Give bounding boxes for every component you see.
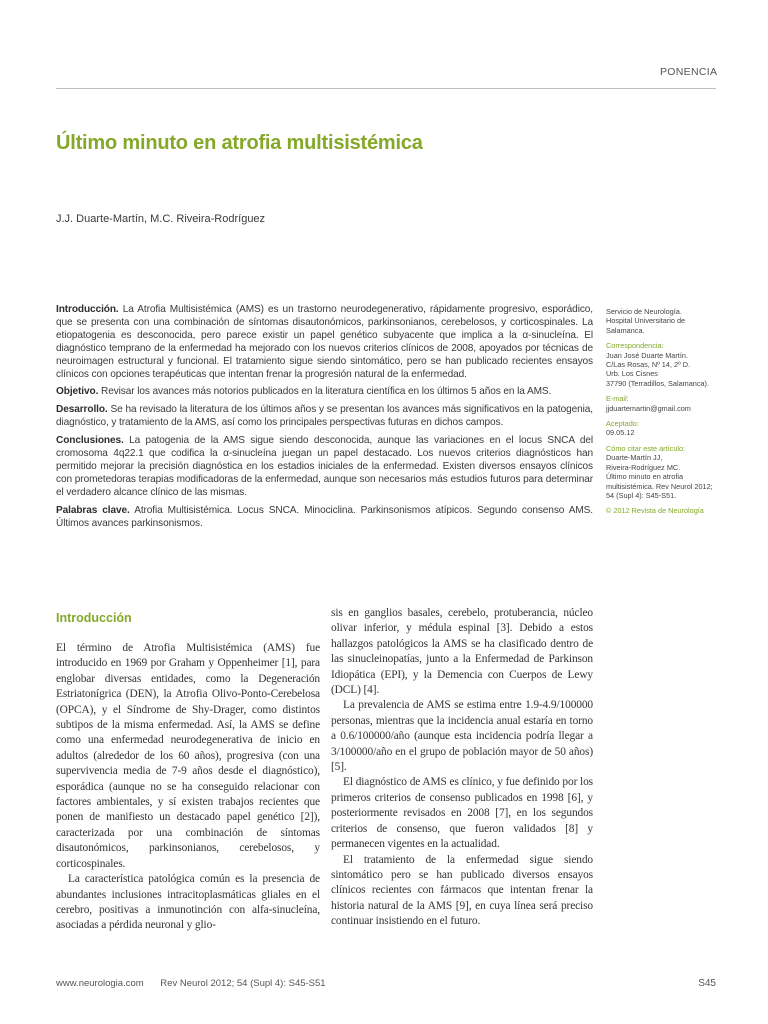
abstract-objetivo [56, 386, 593, 399]
abstract [56, 304, 593, 536]
article-info-sidebar [606, 307, 721, 522]
cite-block [606, 444, 721, 500]
page-number: S45 [698, 978, 716, 989]
body-paragraph: La característica patológica común es la presencia de abundantes inclusiones intracitoplasmáticas gliales en el cerebro, positivas a inmunotinción con alfa-sinucleína, asociadas a pérdida neuronal y glio- [56, 873, 320, 932]
email-label: E-mail: [606, 394, 629, 404]
abstract-label: Palabras clave. [56, 504, 130, 516]
section-heading-introduccion: Introducción [56, 611, 132, 625]
affiliation-line: Servicio de Neurología. [606, 307, 682, 316]
correspondence-line: 37790 (Terradillos, Salamanca). [606, 378, 710, 388]
body-paragraph: sis en ganglios basales, cerebelo, protuberancia, núcleo olivar inferior, y médula espinal [3]. Debido a estos hallazgos patológicos la AMS se ha clasificado dentro de las sinucleinopatías, junto a la Enfermedad de Parkinson Idiopática (EPI), y la Demencia con Cuerpos de Lewy (DCL) [4]. [331, 607, 593, 697]
accepted-date: 09.05.12 [606, 428, 635, 438]
abstract-text: Atrofia Multisistémica. Locus SNCA. Minociclina. Parkinsonismos atípicos. Segundo consenso AMS. Últimos avances parkinsonismos. [56, 504, 593, 529]
correspondence-line: Urb. Los Cisnes [606, 369, 658, 379]
abstract-text: La Atrofia Multisistémica (AMS) es un trastorno neurodegenerativo, rápidamente progresivo, esporádico, que se presenta con una combinación de síntomas disautonómicos, parkinsonianos, cerebelosos, y corticospinales. La etiopatogenia es desconocida, pero parece existir un papel genético subyacente que implica a la α-sinucleína. El diagnóstico temprano de la enfermedad ha mejorado con los nuevos criterios clínicos de 2008, apoyados por técnicas de neuroimagen estructural y funcional. El tratamiento sigue siendo sintomático, pero se han publicado recientes ensayos clínicos con opciones terapéuticas que intentan frenar la progresión natural de la enfermedad. [56, 304, 593, 380]
body-column-right [331, 606, 593, 930]
affiliation [606, 307, 721, 335]
abstract-introduccion [56, 304, 593, 381]
abstract-palabras-clave [56, 505, 593, 531]
footer [56, 978, 340, 989]
abstract-conclusiones [56, 435, 593, 500]
abstract-label: Objetivo. [56, 386, 99, 398]
abstract-label: Introducción. [56, 304, 119, 315]
accepted-block [606, 419, 721, 438]
correspondence [606, 341, 721, 388]
authors: J.J. Duarte-Martín, M.C. Riveira-Rodríguez [56, 213, 266, 225]
abstract-desarrollo [56, 404, 593, 430]
correspondence-line: C/Las Rosas, Nº 14, 2º D. [606, 360, 691, 370]
abstract-label: Desarrollo. [56, 404, 108, 416]
affiliation-line: Salamanca. [606, 325, 645, 335]
abstract-text: Revisar los avances más notorios publicados en la literatura científica en los últimos 5 años en la AMS. [98, 386, 552, 398]
copyright: © 2012 Revista de Neurología [606, 506, 704, 516]
section-label: PONENCIA [660, 66, 718, 78]
cite-line: Duarte-Martín JJ, [606, 453, 663, 463]
abstract-label: Conclusiones. [56, 435, 124, 447]
cite-label: Cómo citar este artículo: [606, 443, 686, 453]
article-title: Último minuto en atrofia multisistémica [56, 132, 423, 154]
correspondence-line: Juan José Duarte Martín. [606, 350, 688, 360]
body-paragraph: La prevalencia de AMS se estima entre 1.9-4.9/100000 personas, mientras que la incidencia anual estaría en torno a 0.6/100000/año (aunque esta incidencia podría llegar a 3/100000/año en el grupo de población mayor de 50 años) [5]. [331, 699, 593, 774]
cite-line: 54 (Supl 4): S45-S51. [606, 490, 677, 500]
footer-website[interactable]: www.neurologia.com [56, 978, 144, 989]
cite-line: multisistémica. Rev Neurol 2012; [606, 481, 713, 491]
body-paragraph: El término de Atrofia Multisistémica (AMS) fue introducido en 1969 por Graham y Oppenheimer [1], para englobar diversas entidades, como la Degeneración Estriatonígrica (DEN), la Atrofia Olivo-Ponto-Cerebelosa (OPCA), y el Síndrome de Shy-Drager, como distintos subtipos de la misma enfermedad. Así, la AMS se define como una enfermedad neurodegenerativa de inicio en adultos (alrededor de los 60 años), progresiva (con una supervivencia media de 7-9 años desde el diagnóstico), esporádica (aunque no se ha conseguido relacionar con factores ambientales, y sí existen trabajos recientes que ponen de manifiesto un destacado papel genético [2]), caracterizada por una combinación de síntomas disautonómicos, parkinsonianos, cerebelosos, y corticospinales. [56, 642, 320, 870]
email-address[interactable]: jjduartemartin@gmail.com [606, 403, 691, 413]
footer-citation: Rev Neurol 2012; 54 (Supl 4): S45-S51 [160, 978, 326, 989]
affiliation-line: Hospital Universitario de [606, 316, 686, 326]
abstract-text: La patogenia de la AMS sigue siendo desconocida, aunque las variaciones en el locus SNCA del cromosoma 4q22.1 que codifica la α-sinucleína juegan un papel destacado. Los nuevos criterios diagnósticos han permitido mejorar la precisión diagnóstica en los estadios iniciales de la enfermedad. Existen diversos ensayos clínicos con prometedoras terapias modificadoras de la enfermedad, aunque son necesarios más estudios futuros para determinar el verdadero alcance clínico de las mismas. [56, 435, 593, 498]
cite-line: Riveira-Rodríguez MC. [606, 462, 681, 472]
header-divider [56, 88, 716, 89]
correspondence-label: Correspondencia: [606, 341, 664, 351]
body-column-left [56, 641, 320, 934]
accepted-label: Aceptado: [606, 419, 639, 429]
body-paragraph: El tratamiento de la enfermedad sigue siendo sintomático pero se han publicado diversos ensayos clínicos recientes con fármacos que intentan frenar la historia natural de la AMS [9], en cuya línea será preciso continuar insistiendo en el futuro. [331, 853, 593, 928]
cite-line: Último minuto en atrofia [606, 472, 684, 482]
email-block [606, 394, 721, 413]
body-paragraph: El diagnóstico de AMS es clínico, y fue definido por los primeros criterios de consenso publicados en 1998 [6], y posteriormente revisados en 2008 [7], en los segundos criterios de consenso, que fueron validados [8] y permanecen vigentes en la actualidad. [331, 776, 593, 851]
abstract-text: Se ha revisado la literatura de los últimos años y se presentan los avances más significativos en la patogenia, diagnóstico, y tratamiento de la AMS, así como los principales perspectivas futuras en dichos campos. [56, 404, 593, 429]
